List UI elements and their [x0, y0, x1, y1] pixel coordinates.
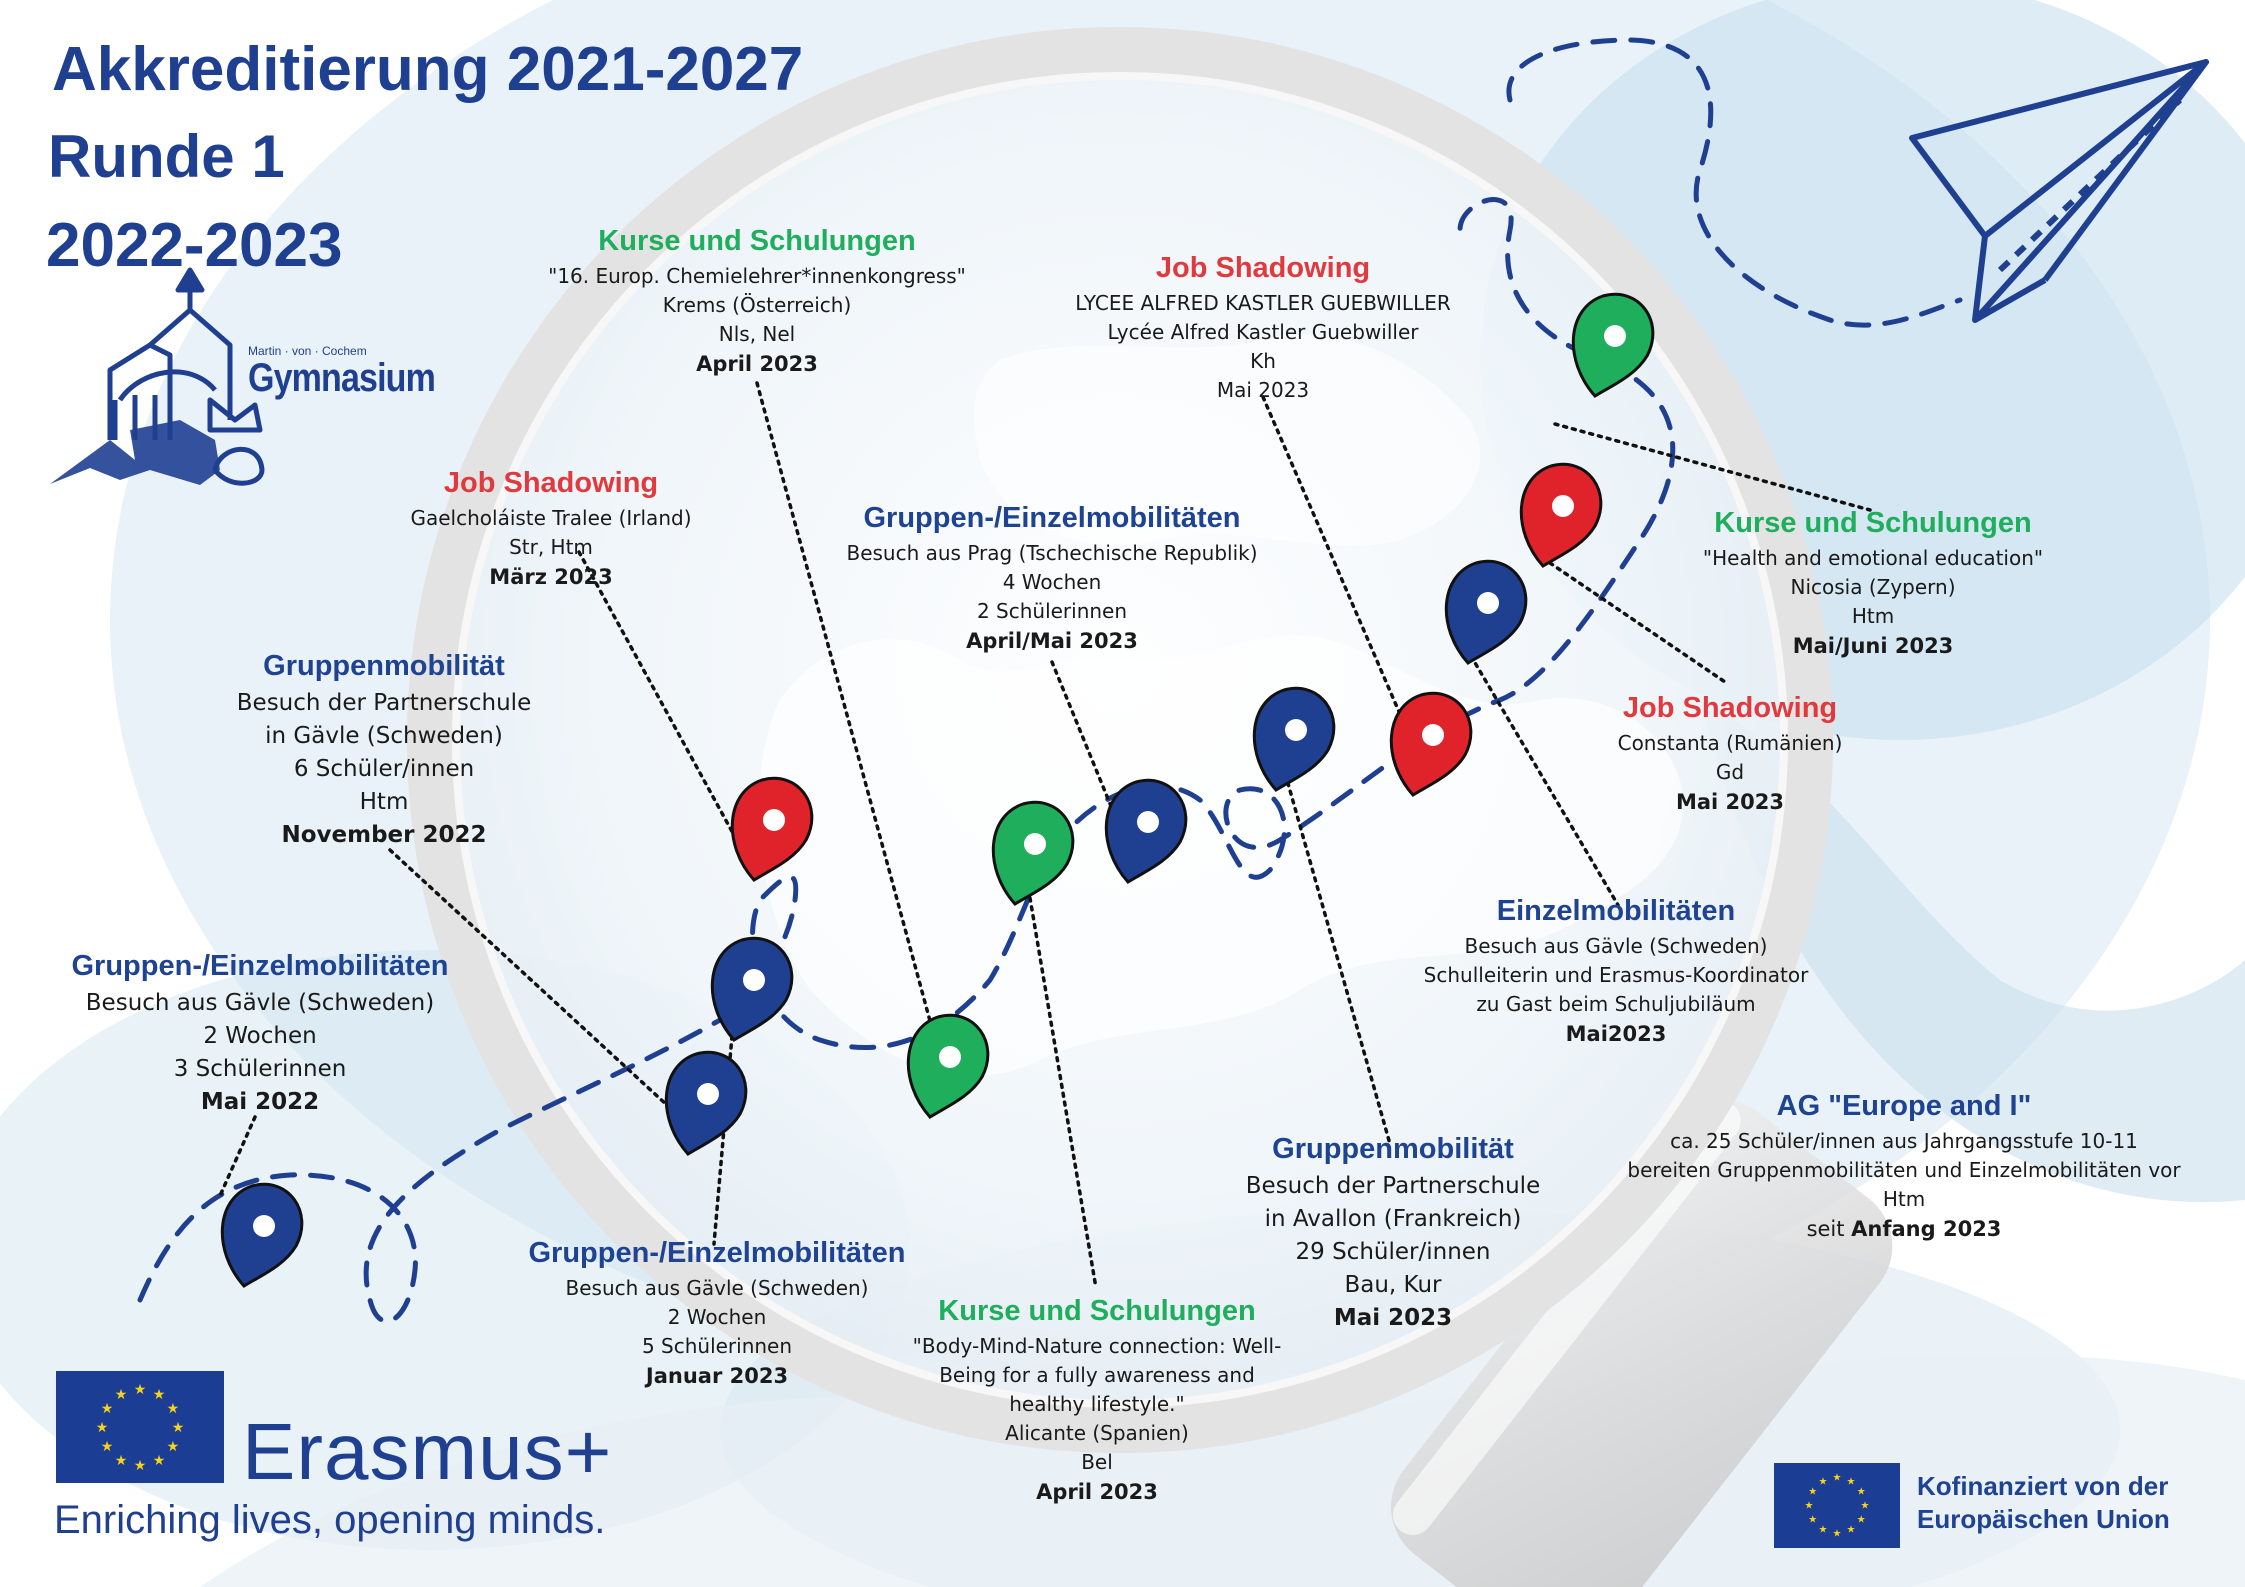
entry-category: Job Shadowing	[443, 467, 659, 499]
entry-detail-line: in Gävle (Schweden)	[265, 723, 503, 749]
entry-detail-line: 2 Schülerinnen	[976, 599, 1128, 623]
entry-detail-line: Besuch der Partnerschule	[236, 690, 532, 716]
entry-detail-line: Besuch der Partnerschule	[1245, 1173, 1541, 1199]
entry-detail-line: 2 Wochen	[203, 1023, 317, 1049]
entry-category: Gruppenmobilität	[1272, 1133, 1514, 1165]
entry-date-value: April 2023	[696, 352, 818, 376]
entry-detail-line: Str, Htm	[509, 535, 593, 559]
entry-date	[697, 1477, 1497, 1508]
eu-star-icon: ★	[1846, 1524, 1856, 1536]
entry-date-value: April/Mai 2023	[966, 629, 1138, 653]
entry-detail-line: Besuch aus Gävle (Schweden)	[1464, 934, 1768, 958]
entry-einzel-gaevle	[1216, 895, 2016, 1050]
entry-kurse-body	[697, 1295, 1497, 1508]
entry-detail-line: Besuch aus Gävle (Schweden)	[565, 1276, 869, 1300]
entry-detail-line: Bau, Kur	[1344, 1272, 1442, 1298]
entry-detail-line: zu Gast beim Schuljubiläum	[1476, 992, 1756, 1016]
entry-category: Einzelmobilitäten	[1496, 895, 1736, 927]
entry-detail-line: Besuch aus Prag (Tschechische Republik)	[846, 541, 1258, 565]
eu-star-icon: ★	[152, 1386, 166, 1403]
entry-detail-line: Schulleiterin und Erasmus-Koordinator	[1423, 963, 1809, 987]
eu-star-icon: ★	[166, 1400, 180, 1417]
entry-gruppen-mai2022	[0, 950, 660, 1119]
eu-star-icon: ★	[133, 1457, 147, 1474]
entry-category: Job Shadowing	[1155, 252, 1371, 284]
entry-detail-line: 4 Wochen	[1002, 570, 1102, 594]
eu-star-icon: ★	[1832, 1528, 1842, 1540]
entry-detail-line: Nicosia (Zypern)	[1790, 575, 1956, 599]
erasmus-wordmark: Erasmus+	[242, 1407, 613, 1496]
entry-date	[1216, 1019, 2016, 1050]
entry-detail-line: healthy lifestyle."	[1009, 1392, 1185, 1416]
eu-star-icon: ★	[1804, 1500, 1814, 1512]
entry-detail-line: Alicante (Spanien)	[1005, 1421, 1189, 1445]
eu-star-icon: ★	[1860, 1500, 1870, 1512]
eu-star-icon: ★	[114, 1452, 128, 1469]
entry-detail-line: Htm	[1882, 1187, 1926, 1211]
eu-star-icon: ★	[1818, 1476, 1828, 1488]
eu-star-icon: ★	[152, 1452, 166, 1469]
entry-detail-line: Kh	[1250, 349, 1276, 373]
eu-star-icon: ★	[114, 1386, 128, 1403]
school-logo-subtitle: Martin · von · Cochem	[248, 344, 367, 358]
eu-star-icon: ★	[171, 1419, 185, 1436]
eu-flag-icon	[1774, 1463, 1900, 1548]
entry-kurse-health	[1473, 507, 2245, 662]
entry-category: AG "Europe and I"	[1776, 1090, 2032, 1122]
eu-star-icon: ★	[95, 1419, 109, 1436]
eu-star-icon: ★	[1818, 1524, 1828, 1536]
year-title: 2022-2023	[46, 211, 343, 280]
page-title: Akkreditierung 2021-2027	[52, 35, 804, 104]
entry-category: Kurse und Schulungen	[938, 1295, 1256, 1327]
entry-detail-line: Nls, Nel	[718, 322, 796, 346]
entry-category: Gruppen-/Einzelmobilitäten	[863, 502, 1241, 534]
entry-date-value: Mai 2023	[1333, 1305, 1453, 1331]
entry-detail-line: Lycée Alfred Kastler Guebwiller	[1107, 320, 1419, 344]
entry-detail-line: Besuch aus Gävle (Schweden)	[85, 990, 435, 1016]
entry-detail-line: Gaelcholáiste Tralee (Irland)	[410, 506, 692, 530]
entry-category: Gruppen-/Einzelmobilitäten	[528, 1237, 906, 1269]
entry-gruppen-prag	[652, 502, 1452, 657]
eu-star-icon: ★	[166, 1438, 180, 1455]
eu-star-icon: ★	[1856, 1514, 1866, 1526]
eu-funding-label	[1917, 1470, 2170, 1536]
entry-detail-line: "Health and emotional education"	[1702, 546, 2044, 570]
entry-category: Gruppen-/Einzelmobilitäten	[71, 950, 449, 982]
entry-category: Kurse und Schulungen	[598, 225, 916, 257]
entry-detail-line: Mai 2023	[1216, 378, 1310, 402]
eu-star-icon: ★	[1808, 1514, 1818, 1526]
entry-category: Job Shadowing	[1622, 692, 1838, 724]
eu-flag-icon	[56, 1371, 224, 1483]
entry-date-value: November 2022	[281, 822, 487, 848]
entry-date-value: Mai 2022	[200, 1089, 320, 1115]
entry-detail-line: 29 Schüler/innen	[1295, 1239, 1491, 1265]
entry-job-lycee	[863, 252, 1663, 405]
entry-detail-line: ca. 25 Schüler/innen aus Jahrgangsstufe 10-11	[1670, 1129, 2138, 1153]
entry-detail-line: 2 Wochen	[667, 1305, 767, 1329]
entry-date-prefix: seit	[1806, 1217, 1852, 1241]
entry-detail-line: Constanta (Rumänien)	[1617, 731, 1843, 755]
entry-date	[1330, 787, 2130, 818]
entry-date-value: März 2023	[489, 565, 613, 589]
entry-category: Gruppenmobilität	[263, 650, 505, 682]
entry-date-value: Januar 2023	[645, 1364, 789, 1388]
round-title: Runde 1	[48, 123, 285, 190]
entry-detail-line: "16. Europ. Chemielehrer*innenkongress"	[548, 264, 966, 288]
entry-date-value: Mai 2023	[1675, 790, 1785, 814]
entry-category: Kurse und Schulungen	[1714, 507, 2032, 539]
entry-detail-line: Krems (Österreich)	[662, 293, 852, 317]
entry-detail-line: 3 Schülerinnen	[173, 1056, 347, 1082]
entry-date-value: April 2023	[1036, 1480, 1158, 1504]
entry-detail-line: in Avallon (Frankreich)	[1264, 1206, 1522, 1232]
erasmus-tagline: Enriching lives, opening minds.	[54, 1498, 606, 1542]
entry-detail-line: LYCEE ALFRED KASTLER GUEBWILLER	[1075, 291, 1451, 315]
eu-funding-line1: Kofinanziert von der	[1917, 1471, 2169, 1501]
school-logo-name: Gymnasium	[248, 356, 435, 400]
entry-detail-line: Gd	[1715, 760, 1745, 784]
entry-detail-line: Htm	[1851, 604, 1895, 628]
entry-detail-line: "Body-Mind-Nature connection: Well-	[912, 1334, 1282, 1358]
eu-funding-line2: Europäischen Union	[1917, 1504, 2170, 1534]
entry-date-value: Mai/Juni 2023	[1792, 634, 1954, 658]
entry-detail-line: Being for a fully awareness and	[939, 1363, 1255, 1387]
entry-date	[0, 819, 784, 852]
eu-star-icon: ★	[100, 1400, 114, 1417]
entry-job-constanta	[1330, 692, 2130, 818]
entry-date-value: Mai2023	[1565, 1022, 1667, 1046]
eu-star-icon: ★	[1808, 1486, 1818, 1498]
entry-detail-line: 5 Schülerinnen	[641, 1334, 793, 1358]
entry-detail-line: Bel	[1081, 1450, 1113, 1474]
entry-date-value: Anfang 2023	[1851, 1217, 2002, 1241]
eu-star-icon: ★	[1832, 1472, 1842, 1484]
entry-detail-line: Htm	[359, 789, 409, 815]
eu-star-icon: ★	[1856, 1486, 1866, 1498]
entry-detail-line: bereiten Gruppenmobilitäten und Einzelmobilitäten vor	[1627, 1158, 2181, 1182]
eu-star-icon: ★	[1846, 1476, 1856, 1488]
entry-date	[0, 1086, 660, 1119]
eu-star-icon: ★	[133, 1381, 147, 1398]
entry-gruppe-gaevle	[0, 650, 784, 852]
entry-date	[1473, 631, 2245, 662]
eu-star-icon: ★	[100, 1438, 114, 1455]
entry-detail-line: 6 Schüler/innen	[293, 756, 475, 782]
